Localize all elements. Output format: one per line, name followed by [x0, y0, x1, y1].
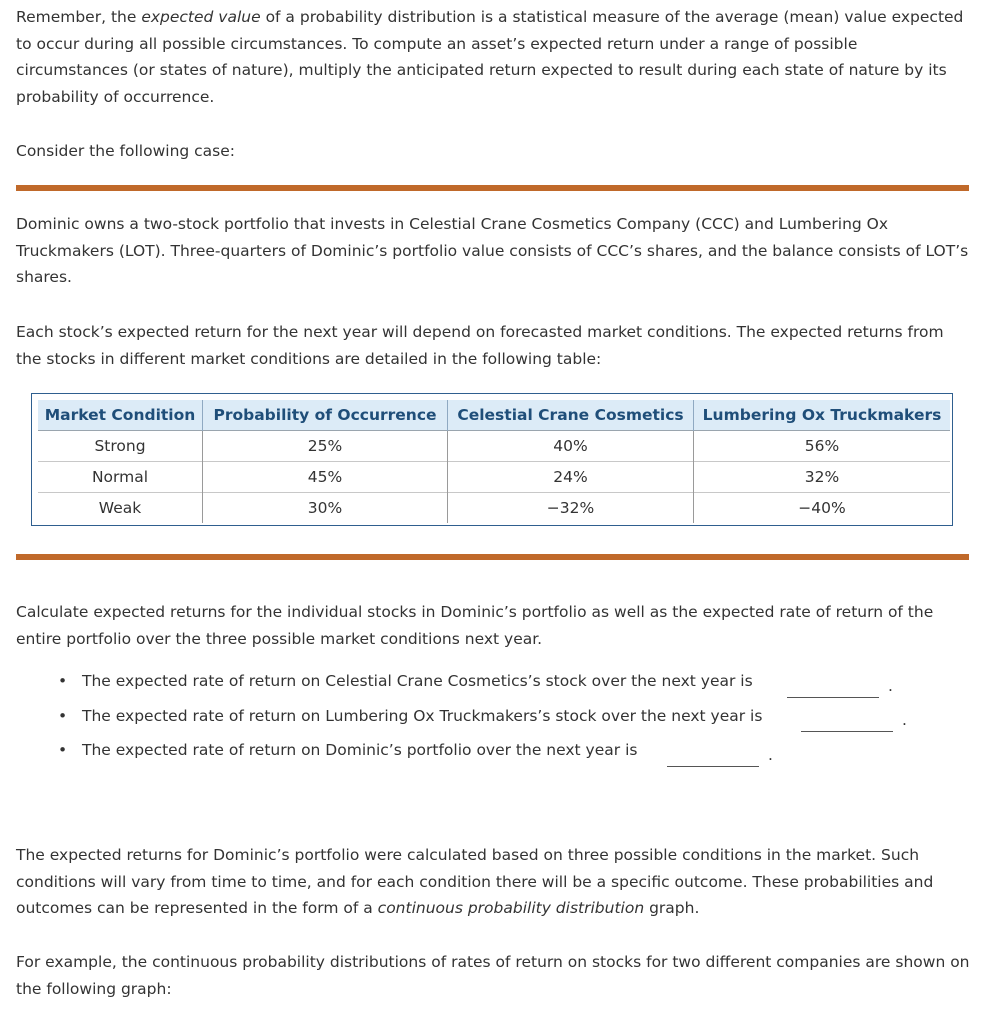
answer-period: .	[902, 711, 907, 729]
returns-table	[38, 400, 950, 523]
bullet-icon: •	[58, 672, 68, 690]
cell-lot-return: 32%	[694, 462, 951, 493]
bullet-icon: •	[58, 741, 68, 759]
cell-probability: 25%	[203, 431, 448, 462]
answer-blank-ccc[interactable]	[787, 697, 879, 698]
case-bottom-divider	[16, 554, 969, 560]
table-row	[38, 431, 950, 462]
cell-probability: 30%	[203, 493, 448, 524]
answer-period: .	[888, 677, 893, 695]
intro-paragraph: Remember, the expected value of a probability distribution is a statistical measure of the average (mean) value expected to occur during all possible circumstances. To compute an asset’s expected return under a range of possible circumstances (or states of nature), multiply the anticipated return expected to result during each state of nature by its probability of occurrence.	[16, 8, 964, 106]
bullet-icon: •	[58, 707, 68, 725]
term-expected-value: expected value	[141, 8, 261, 26]
distribution-intro: The expected returns for Dominic’s portfolio were calculated based on three possible conditions in the market. Such conditions will vary from time to time, and for each condition there will be a specific outcome. These probabilities and outcomes can be represented in the form of a continuous probability distribution graph.	[16, 846, 934, 917]
header-market-condition: Market Condition	[38, 400, 203, 431]
case-top-divider	[16, 185, 969, 191]
cell-condition: Strong	[38, 431, 203, 462]
cell-condition: Normal	[38, 462, 203, 493]
case-description: Dominic owns a two-stock portfolio that invests in Celestial Crane Cosmetics Company (CCC) and Lumbering Ox Truckmakers (LOT). Three-quarters of Dominic’s portfolio value consists of CCC’s shares, and the balance consists of LOT’s shares.	[16, 215, 969, 286]
bullet-text: The expected rate of return on Dominic’s portfolio over the next year is	[82, 741, 638, 759]
header-lot: Lumbering Ox Truckmakers	[694, 400, 951, 431]
cell-probability: 45%	[203, 462, 448, 493]
header-ccc: Celestial Crane Cosmetics	[448, 400, 694, 431]
question-prompt: Calculate expected returns for the individual stocks in Dominic’s portfolio as well as the expected rate of return of the entire portfolio over the three possible market conditions next year.	[16, 603, 934, 648]
answer-period: .	[768, 746, 773, 764]
bullet-text: The expected rate of return on Lumbering Ox Truckmakers’s stock over the next year is	[82, 707, 763, 725]
term-continuous-distribution: continuous probability distribution	[377, 899, 645, 917]
consider-case-text: Consider the following case:	[16, 142, 236, 160]
cell-ccc-return: 40%	[448, 431, 694, 462]
graph-lead-in: For example, the continuous probability distributions of rates of return on stocks for two different companies are shown on the following graph:	[16, 953, 970, 998]
cell-condition: Weak	[38, 493, 203, 524]
cell-ccc-return: 24%	[448, 462, 694, 493]
header-probability: Probability of Occurrence	[203, 400, 448, 431]
table-row	[38, 493, 950, 524]
table-intro-text: Each stock’s expected return for the next year will depend on forecasted market conditions. The expected returns from the stocks in different market conditions are detailed in the following table:	[16, 323, 944, 368]
cell-lot-return: −40%	[694, 493, 951, 524]
bullet-text: The expected rate of return on Celestial Crane Cosmetics’s stock over the next year is	[82, 672, 753, 690]
cell-lot-return: 56%	[694, 431, 951, 462]
cell-ccc-return: −32%	[448, 493, 694, 524]
answer-blank-lot[interactable]	[801, 731, 893, 732]
table-row	[38, 462, 950, 493]
answer-blank-portfolio[interactable]	[667, 766, 759, 767]
returns-table-frame	[31, 393, 953, 526]
